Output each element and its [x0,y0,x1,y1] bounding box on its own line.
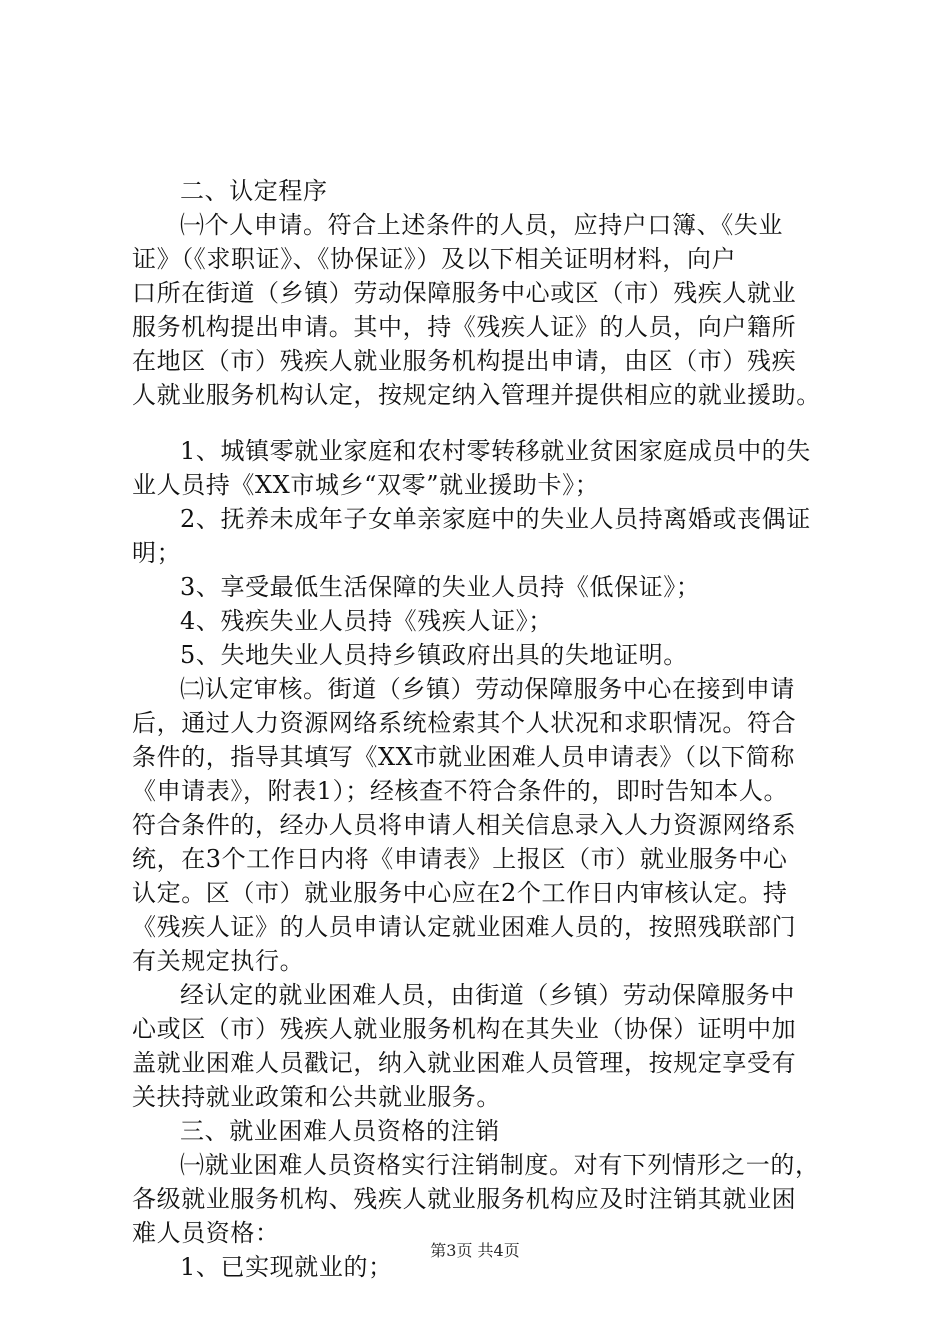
paragraph-line: 口所在街道（乡镇）劳动保障服务中心或区（市）残疾人就业 [132,279,797,307]
section-heading: 三、就业困难人员资格的注销 [180,1117,500,1145]
paragraph-line: 符合条件的，经办人员将申请人相关信息录入人力资源网络系 [132,811,797,839]
page-number-footer: 第3页 共4页 [430,1241,520,1260]
list-item: 3、享受最低生活保障的失业人员持《低保证》； [180,573,701,601]
paragraph-line: 《申请表》，附表1）；经核查不符合条件的，即时告知本人。 [132,777,789,805]
paragraph-line: 服务机构提出申请。其中，持《残疾人证》的人员，向户籍所 [132,313,797,341]
paragraph-line: 条件的，指导其填写《XX市就业困难人员申请表》（以下简称 [132,743,795,771]
paragraph-line: 人就业服务机构认定，按规定纳入管理并提供相应的就业援助。 [132,381,821,409]
paragraph-line: 统，在3个工作日内将《申请表》上报区（市）就业服务中心 [132,845,788,873]
paragraph-line: 《残疾人证》的人员申请认定就业困难人员的，按照残联部门 [132,913,797,941]
list-item: 4、残疾失业人员持《残疾人证》； [180,607,553,635]
paragraph-line: 难人员资格： [132,1219,280,1247]
section-heading: 二、认定程序 [180,177,328,205]
paragraph-line: ㈡认定审核。街道（乡镇）劳动保障服务中心在接到申请 [180,675,795,703]
list-item: 1、城镇零就业家庭和农村零转移就业贫困家庭成员中的失 [180,437,811,465]
paragraph-line: 证》（《求职证》、《协保证》）及以下相关证明材料，向户 [132,245,737,273]
list-item: 5、失地失业人员持乡镇政府出具的失地证明。 [180,641,688,669]
list-item: 2、抚养未成年子女单亲家庭中的失业人员持离婚或丧偶证 [180,505,811,533]
paragraph-line: 心或区（市）残疾人就业服务机构在其失业（协保）证明中加 [132,1015,797,1043]
paragraph-line: 有关规定执行。 [132,947,305,975]
list-item-continuation: 明； [132,539,182,567]
paragraph-line: 经认定的就业困难人员，由街道（乡镇）劳动保障服务中 [180,981,795,1009]
paragraph-line: 盖就业困难人员戳记，纳入就业困难人员管理，按规定享受有 [132,1049,797,1077]
paragraph-line: 认定。区（市）就业服务中心应在2个工作日内审核认定。持 [132,879,788,907]
paragraph-line: 在地区（市）残疾人就业服务机构提出申请，由区（市）残疾 [132,347,797,375]
list-item-continuation: 业人员持《XX市城乡“双零”就业援助卡》； [132,471,600,499]
list-item: 1、已实现就业的； [180,1253,393,1281]
paragraph-line: ㈠就业困难人员资格实行注销制度。对有下列情形之一的， [180,1151,820,1179]
paragraph-line: ㈠个人申请。符合上述条件的人员，应持户口簿、《失业 [180,211,783,239]
paragraph-line: 关扶持就业政策和公共就业服务。 [132,1083,501,1111]
paragraph-line: 后，通过人力资源网络系统检索其个人状况和求职情况。符合 [132,709,797,737]
paragraph-line: 各级就业服务机构、残疾人就业服务机构应及时注销其就业困 [132,1185,797,1213]
